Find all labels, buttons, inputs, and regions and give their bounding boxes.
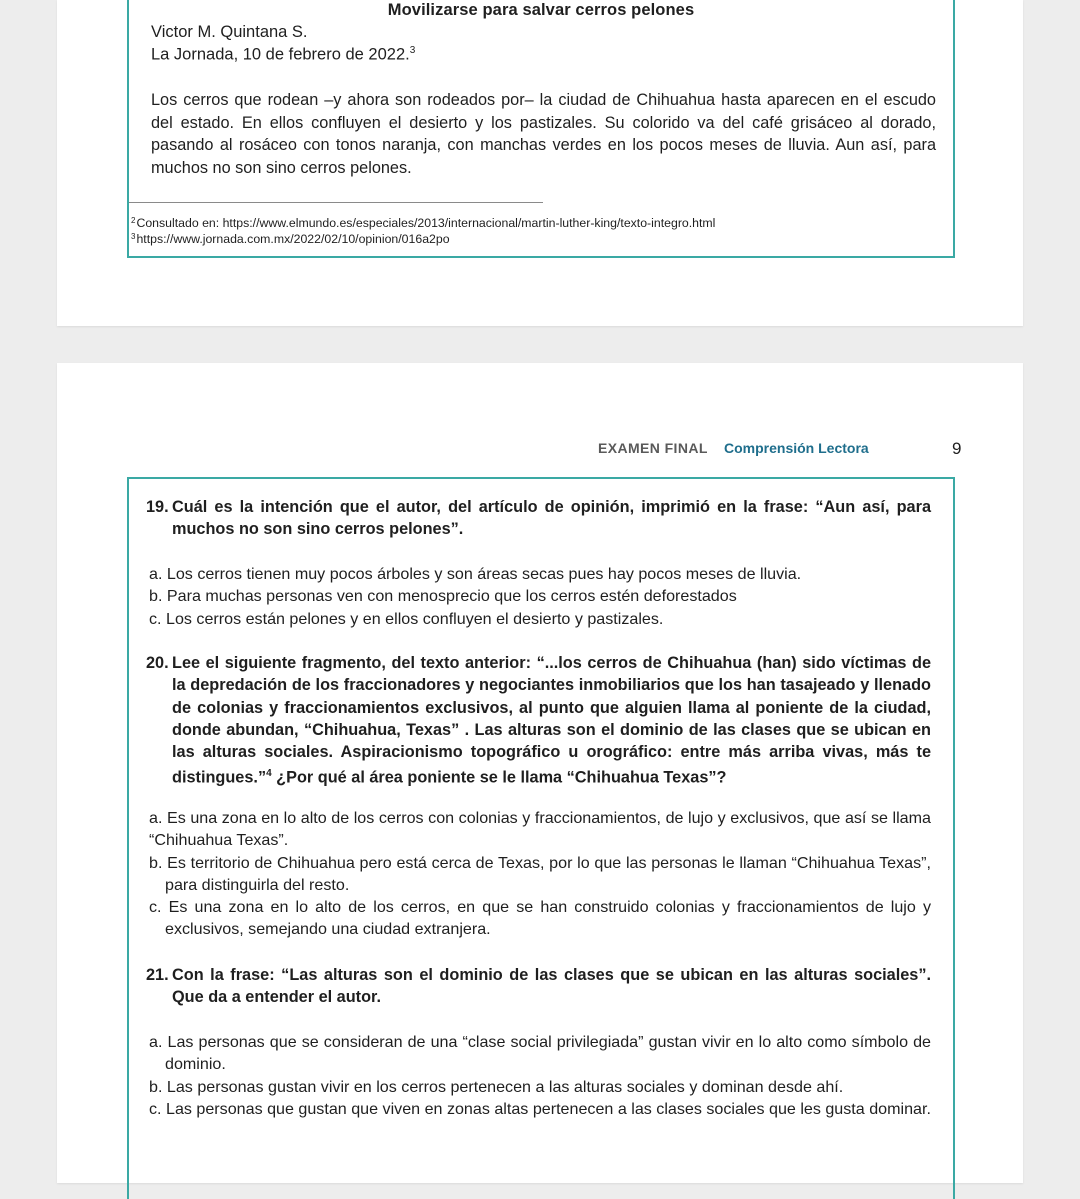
article-source — [151, 45, 415, 65]
article-box — [127, 0, 955, 258]
option-a: a. Es una zona en lo alto de los cerros con colonias y fraccionamientos, de lujo y exclusivos, que así se llama “Chihuahua Texas”. — [149, 809, 931, 850]
exam-label: EXAMEN FINAL — [598, 440, 708, 456]
footnote-separator — [129, 202, 543, 203]
question-20 — [146, 652, 931, 789]
question-19 — [146, 496, 931, 541]
footnote-text: Consultado en: https://www.elmundo.es/especiales/2013/internacional/martin-luther-king/texto-integro.html — [136, 216, 716, 230]
page-9 — [57, 363, 1023, 1183]
option-a: a. Las personas que se consideran de una “clase social privilegiada” gustan vivir en lo alto como símbolo de dominio. — [149, 1033, 931, 1074]
page-number: 9 — [952, 439, 962, 458]
question-number: 20. — [146, 654, 169, 672]
question-21-options — [149, 1031, 931, 1120]
option-c: c. Los cerros están pelones y en ellos confluyen el desierto y pastizales. — [149, 609, 664, 628]
question-text: Cuál es la intención que el autor, del artículo de opinión, imprimió en la frase: “Aun así, para muchos no son sino cerros pelones”. — [172, 498, 931, 539]
footnote-3 — [131, 232, 450, 246]
subject-label: Comprensión Lectora — [724, 440, 869, 456]
question-21 — [146, 964, 931, 1009]
question-text-after: ¿Por qué al área poniente se le llama “Chihuahua Texas”? — [271, 768, 727, 787]
footnote-text: https://www.jornada.com.mx/2022/02/10/opinion/016a2po — [136, 232, 450, 246]
question-number: 19. — [146, 498, 169, 516]
question-number: 21. — [146, 966, 169, 984]
question-text: Con la frase: “Las alturas son el dominio de las clases que se ubican en las alturas sociales”. Que da a entender el autor. — [172, 966, 931, 1007]
option-b: b. Las personas gustan vivir en los cerros pertenecen a las alturas sociales y dominan desde ahí. — [149, 1077, 844, 1096]
question-19-options — [149, 563, 931, 630]
article-author: Victor M. Quintana S. — [151, 23, 308, 41]
question-ref: 4 — [266, 768, 272, 780]
footnote-mark: 2 — [131, 216, 136, 225]
footnote-mark: 3 — [131, 232, 136, 241]
footnote-2 — [131, 216, 715, 230]
question-text — [146, 652, 931, 789]
question-text-before: Lee el siguiente fragmento, del texto anterior: “...los cerros de Chihuahua (han) sido víctimas de la depredación de los fraccionadores y negociantes inmobiliarios que los han tasajeado y llenado de colonias y fraccionamientos exclusivos, al punto que alguien llama al poniente de la ciudad, donde abundan, “Chihuahua, Texas” . Las alturas son el dominio de las clases que se ubican en las alturas sociales. Aspiracionismo topográfico u orográfico: entre más arriba vivas, más te distingues.” — [172, 654, 931, 787]
option-c: c. Las personas que gustan que viven en zonas altas pertenecen a las clases sociales que les gusta dominar. — [149, 1099, 931, 1118]
article-source-ref: 3 — [409, 45, 416, 56]
option-b: b. Para muchas personas ven con menosprecio que los cerros estén deforestados — [149, 587, 737, 606]
article-source-text: La Jornada, 10 de febrero de 2022. — [151, 45, 410, 64]
page-previous — [57, 0, 1023, 326]
questions-box — [127, 477, 955, 1199]
option-a: a. Los cerros tienen muy pocos árboles y son áreas secas pues hay pocos meses de lluvia. — [149, 565, 802, 583]
question-20-options — [149, 807, 931, 941]
article-title: Movilizarse para salvar cerros pelones — [387, 1, 695, 19]
option-b: b. Es territorio de Chihuahua pero está cerca de Texas, por lo que las personas le llaman “Chihuahua Texas”, para distinguirla del resto. — [149, 853, 931, 894]
option-c: c. Es una zona en lo alto de los cerros, en que se han construido colonias y fraccionamientos de lujo y exclusivos, semejando una ciudad extranjera. — [149, 898, 931, 939]
article-body: Los cerros que rodean –y ahora son rodeados por– la ciudad de Chihuahua hasta aparecen en el escudo del estado. En ellos confluyen el desierto y los pastizales. Su colorido va del café grisáceo al dorado, pasando al rosáceo con tonos naranja, con manchas verdes en los pocos meses de lluvia. Aun así, para muchos no son sino cerros pelones. — [151, 91, 936, 177]
